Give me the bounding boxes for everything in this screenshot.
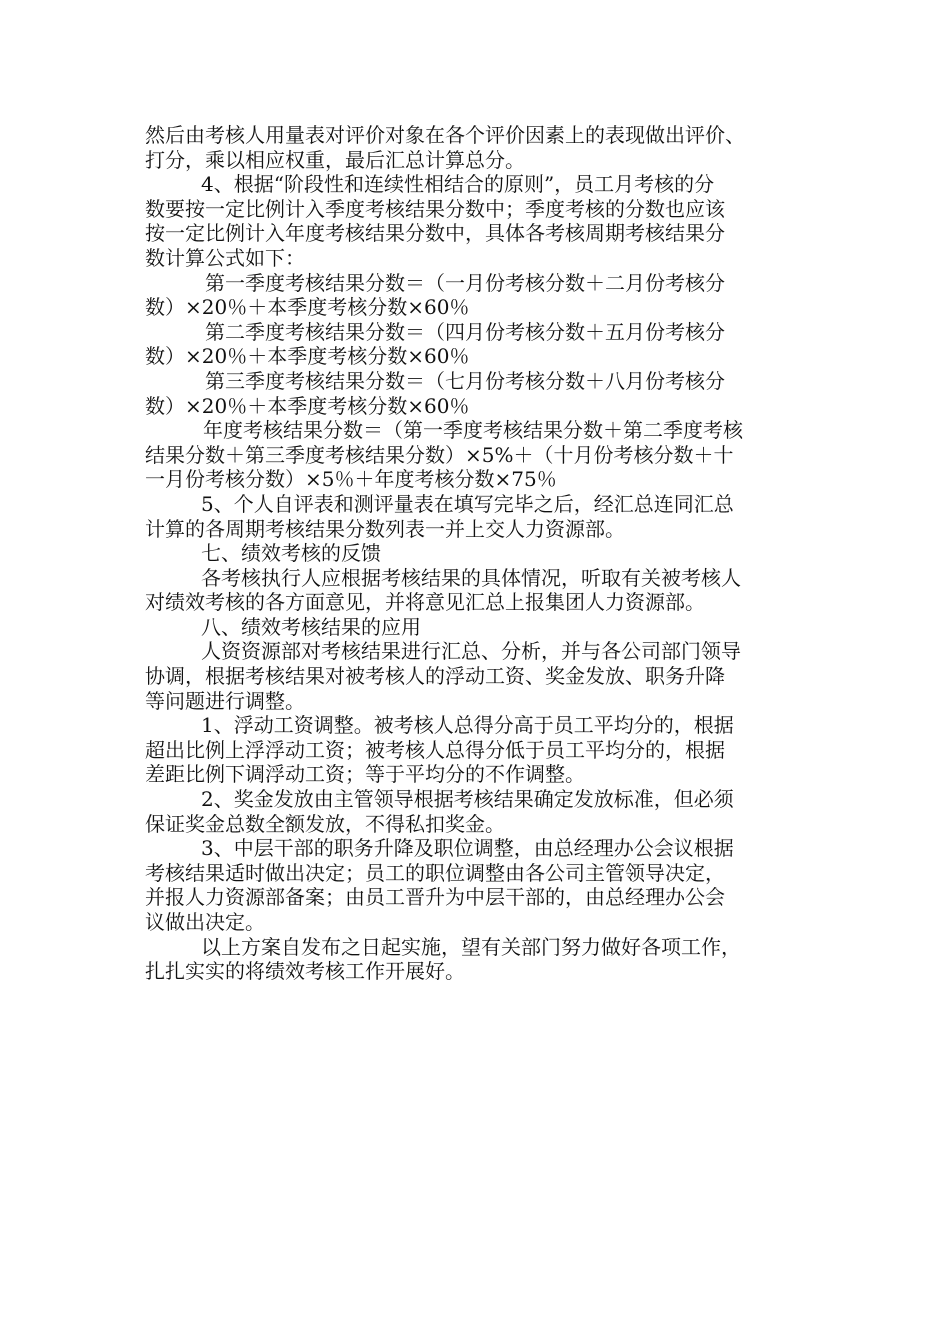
text-line: 考核结果适时做出决定；员工的职位调整由各公司主管领导决定， [145,860,725,885]
text-line: 八、绩效考核结果的应用 [201,614,421,639]
text-line: 差距比例下调浮动工资；等于平均分的不作调整。 [145,762,585,787]
text-line: 5、个人自评表和测评量表在填写完毕之后，经汇总连同汇总 [201,491,734,516]
text-line: 以上方案自发布之日起实施，望有关部门努力做好各项工作， [201,934,741,959]
text-line: 协调，根据考核结果对被考核人的浮动工资、奖金发放、职务升降 [145,664,725,689]
text-line: 扎扎实实的将绩效考核工作开展好。 [145,959,465,984]
text-line: 超出比例上浮浮动工资；被考核人总得分低于员工平均分的，根据 [145,737,725,762]
text-line: 计算的各周期考核结果分数列表一并上交人力资源部。 [145,516,625,541]
text-line: 数要按一定比例计入季度考核结果分数中；季度考核的分数也应该 [145,196,725,221]
text-line: 数）×20％＋本季度考核分数×60％ [145,344,470,369]
text-line: 第一季度考核结果分数＝（一月份考核分数＋二月份考核分 [205,270,725,295]
text-line: 1、浮动工资调整。被考核人总得分高于员工平均分的，根据 [201,713,734,738]
text-line: 3、中层干部的职务升降及职位调整，由总经理办公会议根据 [201,836,734,861]
text-line: 按一定比例计入年度考核结果分数中，具体各考核周期考核结果分 [145,221,725,246]
text-line: 数）×20％＋本季度考核分数×60％ [145,295,470,320]
text-line: 第二季度考核结果分数＝（四月份考核分数＋五月份考核分 [205,319,725,344]
document-body [145,123,810,984]
text-line: 保证奖金总数全额发放，不得私扣奖金。 [145,811,505,836]
text-line: 等问题进行调整。 [145,688,305,713]
text-line: 议做出决定。 [145,910,265,934]
text-line: 各考核执行人应根据考核结果的具体情况，听取有关被考核人 [201,565,741,590]
text-line: 数计算公式如下： [145,245,305,270]
text-line: 4、根据“阶段性和连续性相结合的原则”，员工月考核的分 [201,172,715,197]
text-line: 第三季度考核结果分数＝（七月份考核分数＋八月份考核分 [205,368,725,393]
text-line: 年度考核结果分数＝（第一季度考核结果分数＋第二季度考核 [203,418,743,443]
text-line: 结果分数＋第三季度考核结果分数）×5%＋（十月份考核分数＋十 [145,442,734,467]
text-line: 七、绩效考核的反馈 [201,541,381,566]
text-line: 然后由考核人用量表对评价对象在各个评价因素上的表现做出评价、 [145,123,745,147]
text-line: 数）×20％＋本季度考核分数×60％ [145,393,470,418]
text-line: 并报人力资源部备案；由员工晋升为中层干部的，由总经理办公会 [145,885,725,910]
text-line: 一月份考核分数）×5％＋年度考核分数×75％ [145,467,557,492]
text-line: 2、奖金发放由主管领导根据考核结果确定发放标准，但必须 [201,787,734,812]
text-line: 人资资源部对考核结果进行汇总、分析，并与各公司部门领导 [201,639,741,664]
text-line: 打分，乘以相应权重，最后汇总计算总分。 [145,147,525,172]
text-line: 对绩效考核的各方面意见，并将意见汇总上报集团人力资源部。 [145,590,705,615]
